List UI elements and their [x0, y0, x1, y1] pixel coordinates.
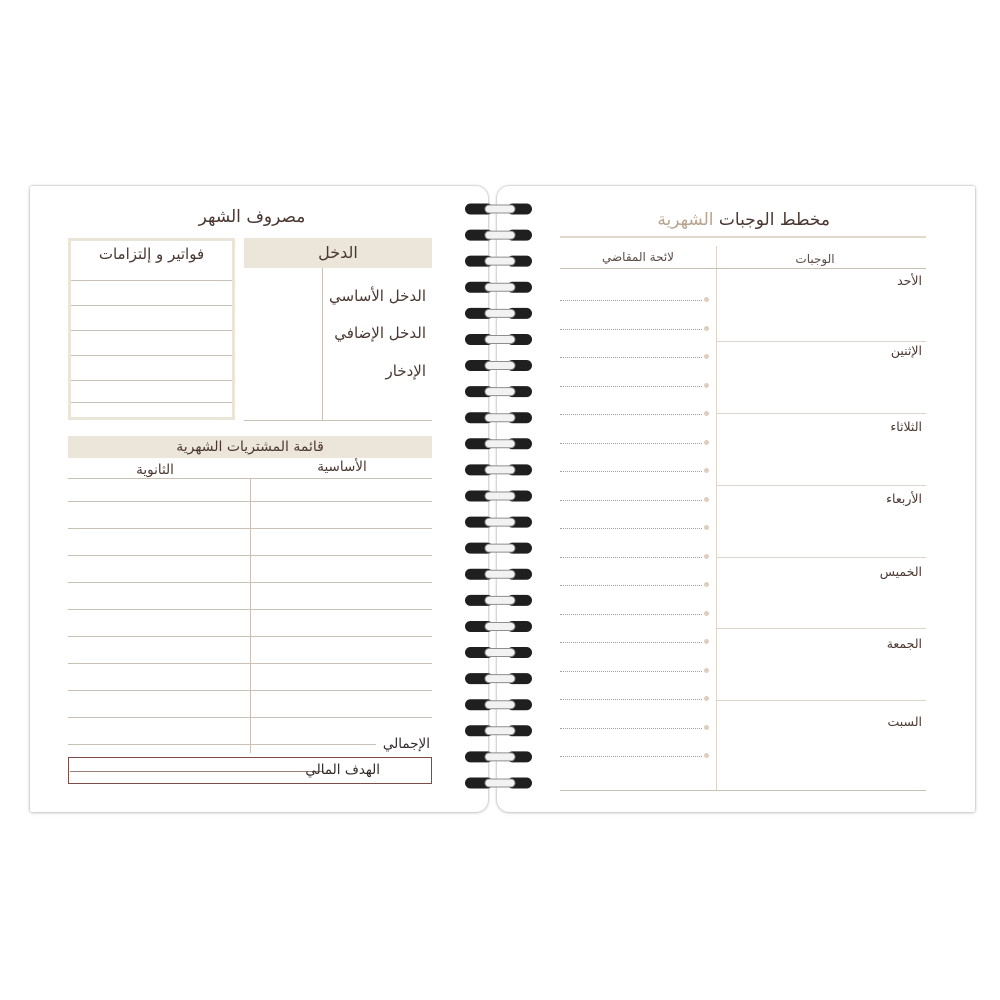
bills-title: فواتير و إلتزامات	[98, 245, 205, 263]
spiral-wire	[485, 779, 515, 787]
grocery-line	[560, 386, 702, 387]
spiral-wire	[485, 570, 515, 578]
grocery-line-dot	[704, 696, 709, 701]
shopping-total-label: الإجمالي	[382, 736, 430, 752]
meal-bottom-line	[560, 790, 926, 791]
meal-planner-title-main: مخطط الوجبات	[718, 210, 830, 230]
spiral-wire	[485, 596, 515, 604]
grocery-line	[560, 528, 702, 529]
spiral-wire	[485, 701, 515, 709]
col-meals-header: الوجبات	[795, 252, 835, 266]
spiral-wire	[485, 518, 515, 526]
expense-title: مصروف الشهر	[198, 207, 306, 227]
meal-planner-title	[657, 208, 830, 232]
spiral-wire	[485, 283, 515, 291]
shopping-row-line	[68, 555, 432, 556]
day-separator	[716, 485, 926, 486]
spiral-ring	[465, 490, 532, 501]
spiral-ring	[465, 412, 532, 423]
bills-line	[71, 330, 232, 331]
spiral-ring	[465, 517, 532, 528]
day-wednesday: الأربعاء	[886, 491, 922, 506]
grocery-line	[560, 614, 702, 615]
spiral-wire	[485, 335, 515, 343]
spiral-wire	[485, 440, 515, 448]
shopping-row-line	[68, 528, 432, 529]
day-saturday: السبت	[887, 714, 922, 729]
grocery-line-dot	[704, 753, 709, 758]
income-divider	[322, 268, 323, 420]
grocery-line	[560, 414, 702, 415]
spiral-binding	[455, 196, 545, 796]
spiral-ring	[465, 777, 532, 788]
spiral-ring	[465, 621, 532, 632]
day-sunday: الأحد	[897, 273, 922, 288]
spiral-ring	[465, 725, 532, 736]
spiral-ring	[465, 751, 532, 762]
bills-line	[71, 402, 232, 403]
grocery-line	[560, 329, 702, 330]
spiral-ring	[465, 282, 532, 293]
day-separator	[716, 413, 926, 414]
spiral-ring	[465, 204, 532, 215]
spiral-wire	[485, 257, 515, 265]
grocery-line	[560, 357, 702, 358]
shopping-title: قائمة المشتريات الشهرية	[176, 439, 324, 455]
grocery-line-dot	[704, 525, 709, 530]
spiral-wire	[485, 649, 515, 657]
grocery-line-dot	[704, 326, 709, 331]
grocery-line-dot	[704, 725, 709, 730]
spiral-wire	[485, 675, 515, 683]
spiral-ring	[465, 386, 532, 397]
spiral-ring	[465, 256, 532, 267]
spiral-wire	[485, 388, 515, 396]
grocery-line	[560, 471, 702, 472]
grocery-line	[560, 728, 702, 729]
grocery-line	[560, 671, 702, 672]
grocery-line-dot	[704, 639, 709, 644]
shopping-row-line	[68, 582, 432, 583]
meal-column-divider	[716, 246, 717, 791]
spiral-ring	[465, 308, 532, 319]
day-tuesday: الثلاثاء	[890, 419, 922, 434]
grocery-line-dot	[704, 611, 709, 616]
shopping-column-divider	[250, 478, 251, 753]
grocery-line-dot	[704, 554, 709, 559]
income-title: الدخل	[318, 243, 358, 262]
grocery-line	[560, 642, 702, 643]
col-groceries-header: لائحة المقاضي	[601, 250, 675, 264]
spiral-wire	[485, 727, 515, 735]
shopping-row-line	[68, 717, 432, 718]
grocery-line	[560, 500, 702, 501]
grocery-line	[560, 756, 702, 757]
goal-label: الهدف المالي	[305, 762, 380, 778]
income-item-basic: الدخل الأساسي	[329, 287, 426, 305]
grocery-line	[560, 443, 702, 444]
shopping-row-line	[68, 663, 432, 664]
spiral-ring	[465, 647, 532, 658]
spiral-ring	[465, 543, 532, 554]
grocery-line-dot	[704, 582, 709, 587]
bills-box	[68, 238, 235, 420]
grocery-line-dot	[704, 468, 709, 473]
grocery-line-dot	[704, 297, 709, 302]
grocery-line-dot	[704, 497, 709, 502]
grocery-line-dot	[704, 440, 709, 445]
spiral-ring	[465, 569, 532, 580]
shopping-total-line	[68, 744, 376, 745]
goal-line	[70, 771, 324, 772]
spiral-wire	[485, 466, 515, 474]
grocery-line-dot	[704, 354, 709, 359]
day-separator	[716, 700, 926, 701]
shopping-col-secondary: الثانوية	[136, 462, 174, 478]
grocery-line-dot	[704, 668, 709, 673]
income-bottom-line	[244, 420, 432, 421]
spiral-ring	[465, 230, 532, 241]
spiral-wire	[485, 622, 515, 630]
spiral-ring	[465, 464, 532, 475]
shopping-row-line	[68, 501, 432, 502]
spiral-wire	[485, 414, 515, 422]
meal-header-line	[560, 268, 926, 269]
spiral-ring	[465, 438, 532, 449]
shopping-col-primary: الأساسية	[317, 459, 367, 475]
shopping-row-line	[68, 690, 432, 691]
day-friday: الجمعة	[886, 636, 922, 651]
grocery-line-dot	[704, 411, 709, 416]
income-item-savings: الإدخار	[385, 362, 426, 380]
bills-line	[71, 305, 232, 306]
meal-planner-title-accent: الشهرية	[657, 210, 714, 230]
grocery-line	[560, 557, 702, 558]
spiral-wire	[485, 362, 515, 370]
spiral-ring	[465, 673, 532, 684]
spiral-wire	[485, 231, 515, 239]
spiral-wire	[485, 309, 515, 317]
grocery-line	[560, 585, 702, 586]
day-monday: الإثنين	[890, 343, 922, 358]
grocery-line-dot	[704, 383, 709, 388]
spiral-wire	[485, 753, 515, 761]
spiral-ring	[465, 595, 532, 606]
spiral-wire	[485, 492, 515, 500]
spiral-ring	[465, 334, 532, 345]
spiral-wire	[485, 544, 515, 552]
shopping-row-line	[68, 609, 432, 610]
day-thursday: الخميس	[879, 564, 922, 579]
day-separator	[716, 628, 926, 629]
bills-line	[71, 355, 232, 356]
spiral-wire	[485, 205, 515, 213]
income-item-extra: الدخل الإضافي	[334, 324, 426, 342]
bills-line	[71, 280, 232, 281]
grocery-line	[560, 300, 702, 301]
shopping-row-line	[68, 636, 432, 637]
bills-line	[71, 380, 232, 381]
title-underline	[560, 236, 926, 238]
grocery-line	[560, 699, 702, 700]
day-separator	[716, 557, 926, 558]
spiral-ring	[465, 360, 532, 371]
spiral-ring	[465, 699, 532, 710]
